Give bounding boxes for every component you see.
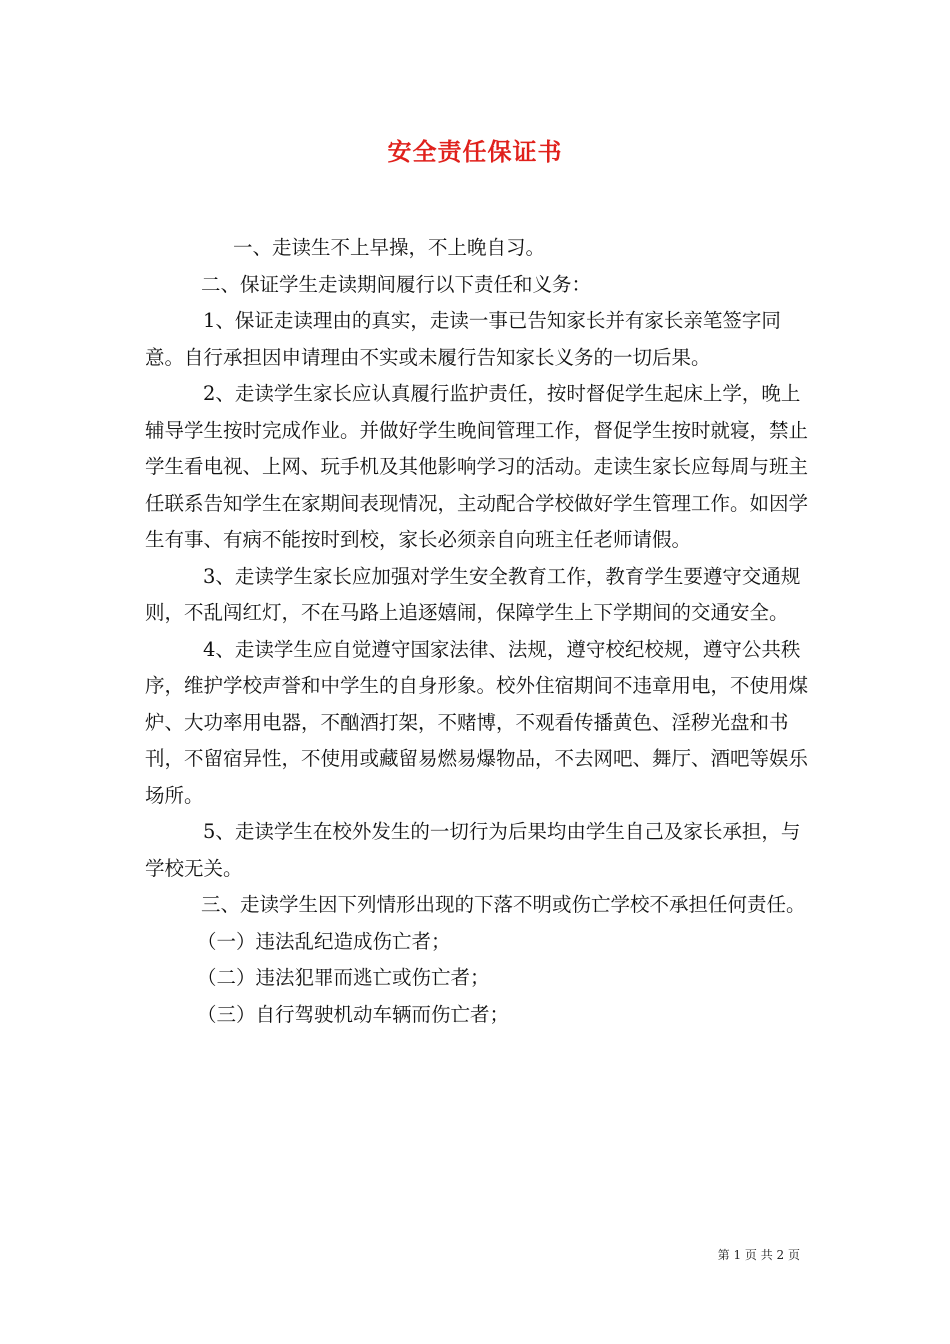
paragraph-item-2: 2、走读学生家长应认真履行监护责任，按时督促学生起床上学，晚上辅导学生按时完成作业。并做好学生晚间管理工作，督促学生按时就寝，禁止学生看电视、上网、玩手机及其他影响学习的活动。走读生家长应每周与班主任联系告知学生在家期间表现情况，主动配合学校做好学生管理工作。如因学生有事、有病不能按时到校，家长必须亲自向班主任老师请假。 bbox=[145, 382, 809, 551]
document-body bbox=[145, 230, 810, 1033]
paragraph-item-4: 4、走读学生应自觉遵守国家法律、法规，遵守校纪校规，遵守公共秩序，维护学校声誉和中学生的自身形象。校外住宿期间不违章用电，不使用煤炉、大功率用电器，不酗酒打架，不赌博，不观看传播黄色、淫秽光盘和书刊，不留宿异性，不使用或藏留易燃易爆物品，不去网吧、舞厅、酒吧等娱乐场所。 bbox=[145, 637, 809, 807]
paragraph-sub-2: （二）违法犯罪而逃亡或伤亡者； bbox=[197, 966, 490, 989]
document-title: 安全责任保证书 bbox=[387, 137, 563, 166]
paragraph-3: 三、走读学生因下列情形出现的下落不明或伤亡学校不承担任何责任。 bbox=[201, 893, 806, 916]
paragraph-1: 一、走读生不上早操，不上晚自习。 bbox=[233, 236, 546, 259]
paragraph-item-3: 3、走读学生家长应加强对学生安全教育工作，教育学生要遵守交通规则，不乱闯红灯，不在马路上追逐嬉闹，保障学生上下学期间的交通安全。 bbox=[145, 564, 801, 624]
paragraph-sub-1: （一）违法乱纪造成伤亡者； bbox=[197, 929, 451, 953]
paragraph-item-1: 1、保证走读理由的真实，走读一事已告知家长并有家长亲笔签字同意。自行承担因申请理由不实或未履行告知家长义务的一切后果。 bbox=[145, 309, 781, 369]
paragraph-item-5: 5、走读学生在校外发生的一切行为后果均由学生自己及家长承担，与学校无关。 bbox=[145, 820, 801, 880]
paragraph-2: 二、保证学生走读期间履行以下责任和义务： bbox=[201, 272, 592, 296]
paragraph-sub-3: （三）自行驾驶机动车辆而伤亡者； bbox=[197, 1002, 510, 1026]
page-number: 第 1 页 共 2 页 bbox=[717, 1248, 800, 1262]
